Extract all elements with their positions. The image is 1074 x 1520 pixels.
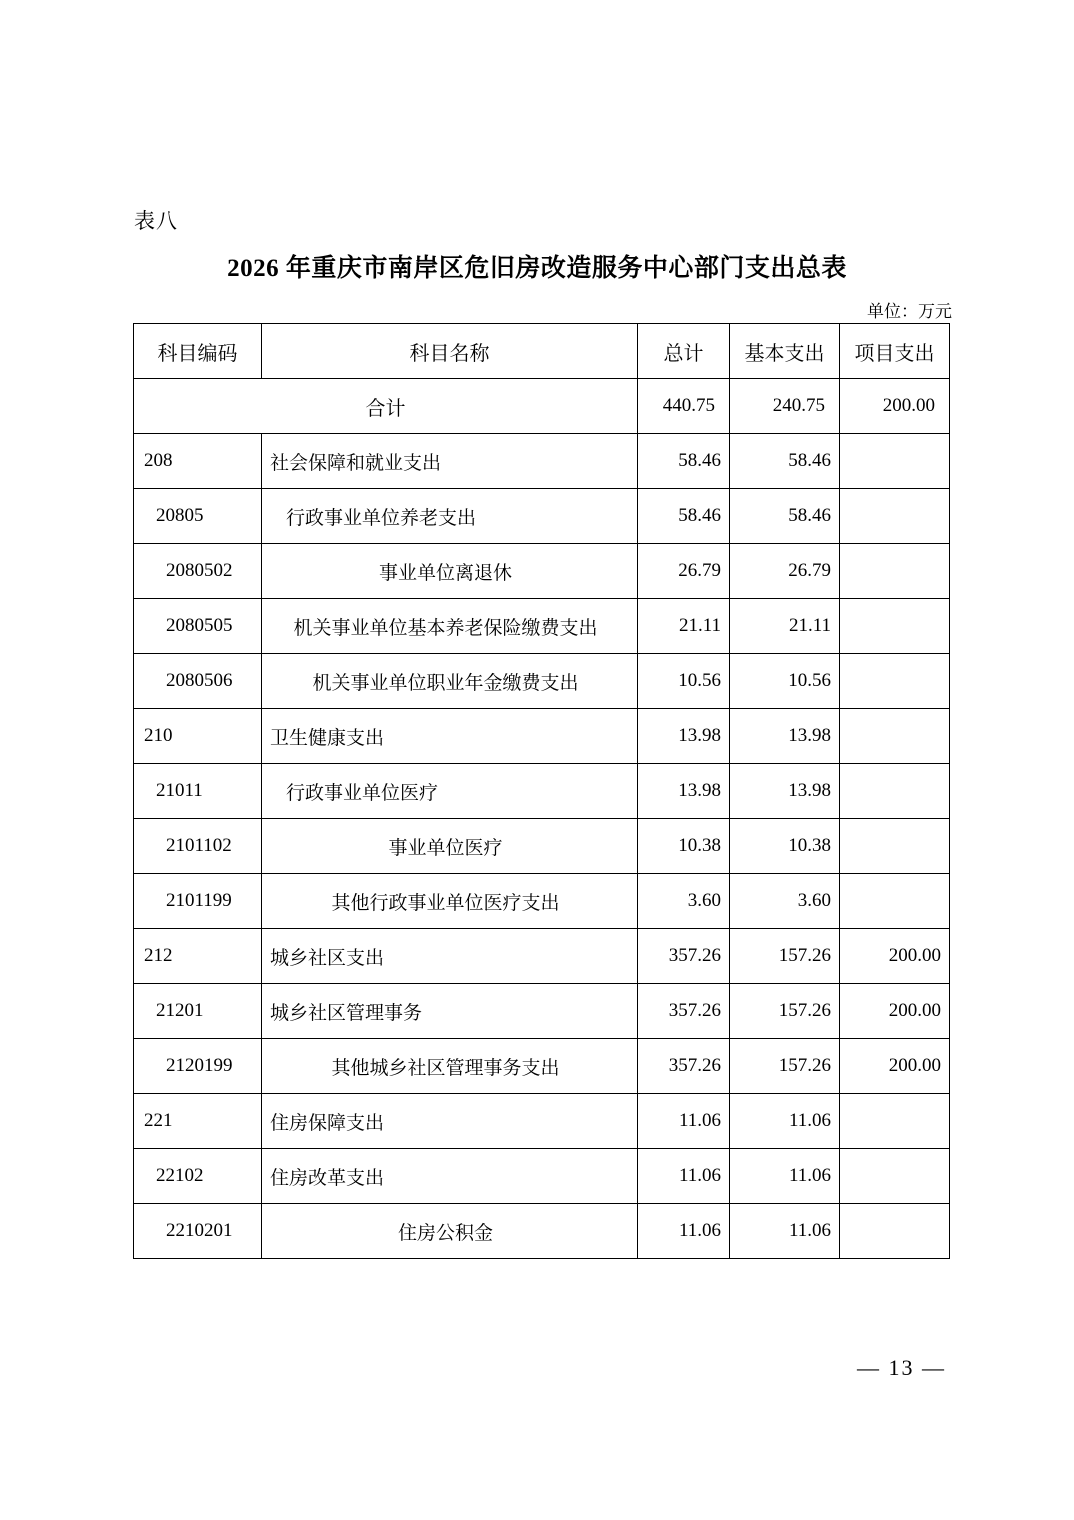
cell-basic: 11.06 [730,1204,840,1259]
cell-project [840,654,950,709]
cell-project [840,599,950,654]
table-row [134,874,950,929]
cell-project [840,1094,950,1149]
table-row [134,599,950,654]
cell-total: 357.26 [638,929,730,984]
cell-name: 其他城乡社区管理事务支出 [262,1039,638,1094]
table-row [134,929,950,984]
cell-total: 26.79 [638,544,730,599]
unit-note: 单位：万元 [867,302,952,321]
cell-total: 357.26 [638,984,730,1039]
table-row [134,1204,950,1259]
table-body [134,379,950,1259]
cell-code: 221 [134,1094,262,1149]
cell-project [840,434,950,489]
cell-total: 21.11 [638,599,730,654]
cell-basic: 13.98 [730,764,840,819]
cell-project [840,489,950,544]
cell-basic: 58.46 [730,489,840,544]
cell-basic: 157.26 [730,1039,840,1094]
cell-name: 住房改革支出 [262,1149,638,1204]
table-row [134,984,950,1039]
table-row [134,1094,950,1149]
summary-project: 200.00 [840,379,950,434]
cell-project [840,1204,950,1259]
table-row [134,544,950,599]
table-row [134,1039,950,1094]
cell-code: 21011 [134,764,262,819]
table-row [134,709,950,764]
page-number: — 13 — [857,1355,946,1380]
cell-code: 21201 [134,984,262,1039]
column-header-code: 科目编码 [134,324,262,379]
cell-total: 58.46 [638,434,730,489]
column-header-total: 总计 [638,324,730,379]
cell-basic: 10.38 [730,819,840,874]
table-row [134,434,950,489]
cell-basic: 157.26 [730,984,840,1039]
cell-name: 住房保障支出 [262,1094,638,1149]
cell-total: 11.06 [638,1094,730,1149]
cell-total: 357.26 [638,1039,730,1094]
cell-basic: 58.46 [730,434,840,489]
cell-name: 机关事业单位基本养老保险缴费支出 [262,599,638,654]
summary-label: 合计 [134,379,638,434]
cell-code: 208 [134,434,262,489]
cell-total: 10.38 [638,819,730,874]
cell-code: 2101199 [134,874,262,929]
table-row-summary [134,379,950,434]
page-title: 2026 年重庆市南岸区危旧房改造服务中心部门支出总表 [227,255,847,282]
cell-total: 3.60 [638,874,730,929]
cell-basic: 13.98 [730,709,840,764]
cell-name: 其他行政事业单位医疗支出 [262,874,638,929]
table-row [134,1149,950,1204]
cell-code: 2080506 [134,654,262,709]
cell-name: 城乡社区支出 [262,929,638,984]
cell-project [840,709,950,764]
cell-project [840,764,950,819]
table-header-row [134,324,950,379]
cell-total: 13.98 [638,764,730,819]
table-row [134,489,950,544]
summary-total: 440.75 [638,379,730,434]
cell-total: 11.06 [638,1204,730,1259]
cell-name: 事业单位医疗 [262,819,638,874]
cell-project: 200.00 [840,929,950,984]
cell-code: 2080505 [134,599,262,654]
cell-total: 13.98 [638,709,730,764]
cell-name: 住房公积金 [262,1204,638,1259]
cell-total: 11.06 [638,1149,730,1204]
cell-code: 2101102 [134,819,262,874]
summary-basic: 240.75 [730,379,840,434]
cell-name: 事业单位离退休 [262,544,638,599]
cell-code: 2210201 [134,1204,262,1259]
cell-basic: 3.60 [730,874,840,929]
table-row [134,764,950,819]
cell-basic: 157.26 [730,929,840,984]
cell-total: 10.56 [638,654,730,709]
column-header-project: 项目支出 [840,324,950,379]
table-header [134,324,950,379]
cell-project [840,874,950,929]
cell-code: 212 [134,929,262,984]
cell-project: 200.00 [840,1039,950,1094]
cell-basic: 11.06 [730,1094,840,1149]
cell-total: 58.46 [638,489,730,544]
cell-code: 22102 [134,1149,262,1204]
column-header-name: 科目名称 [262,324,638,379]
table-row [134,654,950,709]
table-row [134,819,950,874]
cell-project [840,544,950,599]
cell-basic: 26.79 [730,544,840,599]
cell-name: 行政事业单位养老支出 [262,489,638,544]
cell-project: 200.00 [840,984,950,1039]
cell-code: 20805 [134,489,262,544]
cell-name: 行政事业单位医疗 [262,764,638,819]
cell-basic: 11.06 [730,1149,840,1204]
column-header-basic: 基本支出 [730,324,840,379]
cell-basic: 10.56 [730,654,840,709]
cell-code: 2080502 [134,544,262,599]
cell-code: 2120199 [134,1039,262,1094]
cell-name: 城乡社区管理事务 [262,984,638,1039]
expenditure-table [133,323,950,1259]
cell-basic: 21.11 [730,599,840,654]
table-label: 表八 [134,209,178,233]
cell-name: 机关事业单位职业年金缴费支出 [262,654,638,709]
cell-code: 210 [134,709,262,764]
cell-project [840,819,950,874]
cell-project [840,1149,950,1204]
cell-name: 卫生健康支出 [262,709,638,764]
cell-name: 社会保障和就业支出 [262,434,638,489]
